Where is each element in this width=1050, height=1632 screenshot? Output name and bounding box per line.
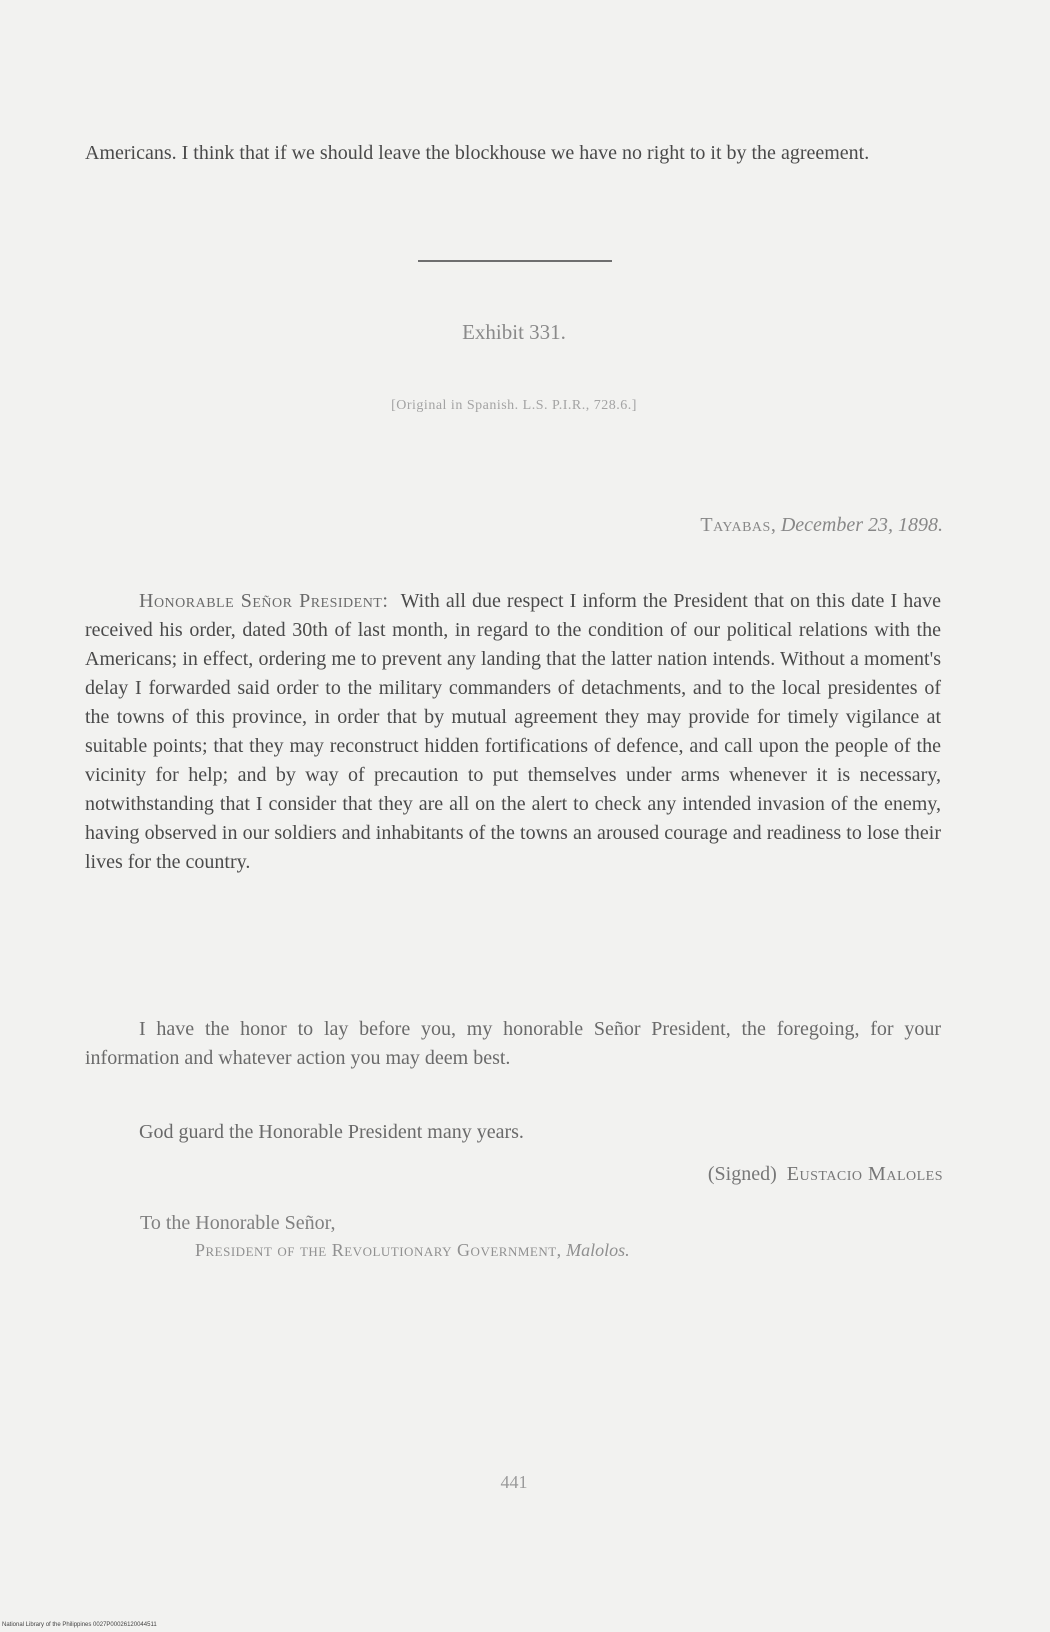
letter-body-paragraph-2: I have the honor to lay before you, my honorable Señor President, the foregoing, for your information and whatever action you may deem best. [85, 1018, 941, 1069]
addressee-line-1: To the Honorable Señor, [140, 1212, 336, 1234]
closing-line: God guard the Honorable President many years. [139, 1121, 524, 1143]
archive-footer-note: National Library of the Philippines 0027P00026120044511 [2, 1622, 157, 1628]
addressee-place: Malolos. [566, 1240, 630, 1260]
signature-name: Eustacio Maloles [786, 1163, 943, 1185]
addressee-title: President of the Revolutionary Government, [195, 1240, 562, 1260]
salutation: Honorable Señor President: [139, 590, 389, 612]
body-text-1: With all due respect I inform the President that on this date I have received his order, dated 30th of last month, in regard to the condition of our political relations with the Americans; in effect, ordering me to prevent any landing that the latter nation intends. Without a moment's delay I forwarded said order to the military commanders of detachments, and to the local presidentes of the towns of this province, in order that by mutual agreement they may provide for timely vigilance at suitable points; that they may reconstruct hidden fortifications of defence, and call upon the people of the vicinity for help; and by way of precaution to put themselves under arms whenever it is necessary, notwithstanding that I consider that they are all on the alert to check any intended invasion of the enemy, having observed in our soldiers and inhabitants of the towns an aroused courage and readiness to lose their lives for the country. [85, 590, 942, 873]
signature-block [708, 1163, 943, 1186]
signature-prefix: (Signed) [707, 1163, 777, 1185]
dateline-place: Tayabas [700, 514, 771, 536]
dateline-date: December 23, 1898. [780, 514, 943, 536]
source-note: [Original in Spanish. L.S. P.I.R., 728.6.] [391, 398, 637, 413]
continuation-paragraph: Americans. I think that if we should leave the blockhouse we have no right to it by the agreement. [85, 142, 870, 164]
exhibit-title: Exhibit 331. [462, 320, 566, 344]
section-divider [418, 260, 612, 262]
dateline: Tayabas, December 23, 1898. [700, 514, 943, 536]
page-number: 441 [500, 1472, 528, 1492]
addressee-line-2 [195, 1240, 630, 1261]
letter-body-paragraph-1 [85, 587, 941, 877]
